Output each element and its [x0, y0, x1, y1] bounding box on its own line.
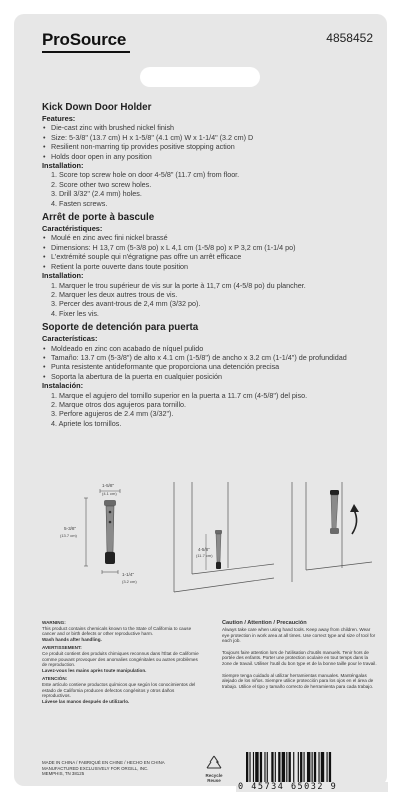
list-item: 2. Marquer les deux autres trous de vis.: [51, 289, 178, 299]
dim-height-label: 5-3/8": [64, 526, 77, 531]
installation-diagram: [42, 482, 372, 602]
dim-width-label: 1-5/8": [102, 483, 115, 488]
warning-body-fr: Ce produit contient des produits chimiques reconnus dans l'État de Californie comme pouvant provoquer des anomalies congénitales ou autres problèmes de reproduction.: [42, 650, 199, 668]
features-list-fr: [42, 233, 374, 271]
footer-origin: MADE IN CHINA / FABRIQUÉ EN CHINE / HECHO EN CHINA: [42, 760, 165, 765]
install-label-fr: Installation:: [42, 271, 84, 281]
packaging-card: [14, 14, 387, 792]
dim-floor-label: 4-5/8": [198, 547, 210, 552]
footer-address: MEMPHIS, TN 38125: [42, 771, 85, 777]
list-item: 3. Percer des avant-trous de 2,4 mm (3/32 po).: [51, 299, 201, 309]
install-list-fr: [42, 281, 374, 319]
list-item: • L'extrémité souple qui n'égratigne pas offre un arrêt efficace: [51, 252, 374, 261]
list-item: 4. Fasten screws.: [51, 198, 108, 208]
warning-block: [42, 620, 202, 704]
list-item: • Soporta la abertura de la puerta en cualquier posición: [51, 372, 374, 381]
install-label-en: Installation:: [42, 161, 84, 171]
warning-wash-es: Lávese las manos después de utilizarlo.: [42, 698, 130, 704]
list-item: • Moulé en zinc avec fini nickel brassé: [51, 233, 374, 242]
features-list-en: [42, 123, 374, 161]
dim-depth-label: 1-1/4": [122, 572, 135, 577]
caution-body-fr: Toujours faire attention lors de l'utilisation d'outils manuels. Tenir hors de portée des enfants. Porter une protection oculaire en tout temps dans la zone de travail. Utiliser l'outil du bon type et de la bonne taille pour le travail.: [222, 649, 377, 666]
list-item: 3. Drill 3/32" (2.4 mm) holes.: [51, 189, 142, 199]
list-item: 1. Score top screw hole on door 4-5/8" (11.7 cm) from floor.: [51, 170, 240, 180]
recycle-icon: [203, 754, 225, 772]
door-holder-product-icon: [104, 500, 116, 564]
caution-body-es: Siempre tenga cuidado al utilizar herramientas manuales. Manténgalas alejado de los niños. Siempre utilice protección para los ojos en el área de trabajo. Utilice el tipo y tamaño correcto de herramienta para cada trabajo.: [222, 672, 374, 689]
manufacturer-footer: [42, 760, 192, 777]
warning-body-en: This product contains chemicals known to the State of California to cause cancer and or birth defects or other reproductive harm.: [42, 625, 192, 637]
title-es: Soporte de detención para puerta: [42, 322, 199, 334]
features-label-es: Características:: [42, 334, 98, 344]
warning-wash-en: Wash hands after handling.: [42, 636, 102, 642]
brand-logo: ProSource: [42, 30, 127, 49]
list-item: • Tamaño: 13.7 cm (5-3/8") de alto x 4.1 cm (1-5/8") de ancho x 3.2 cm (1-1/4") de profundidad: [51, 353, 374, 362]
title-en: Kick Down Door Holder: [42, 102, 152, 113]
arrow-head-icon: [350, 504, 359, 512]
dim-width-cm-label: (4.1 cm): [102, 491, 117, 496]
caution-title: Caution / Attention / Precaución: [222, 620, 307, 626]
list-item: • Retient la porte ouverte dans toute position: [51, 262, 374, 271]
warning-body-es: Este artículo contiene productos químicos que según los conocimientos del estado de California producen defectos congénitos y otros daños reproductivos.: [42, 681, 196, 699]
list-item: 2. Score other two screw holes.: [51, 179, 152, 189]
footer-manufacturer: MANUFACTURED EXCLUSIVELY FOR ORGILL, INC.: [42, 765, 149, 771]
rotate-arrow-icon: [352, 510, 357, 534]
list-item: • Holds door open in any position: [51, 152, 374, 161]
recycle-label: Recycle: [205, 773, 223, 778]
caution-block: [222, 620, 377, 689]
warning-title-es: ATENCIÓN:: [42, 676, 68, 682]
dim-floor-cm-label: (11.7 cm): [196, 553, 213, 558]
warning-title-fr: AVERTISSEMENT:: [42, 645, 82, 651]
barcode-number: 0 45734 65032 9: [236, 782, 388, 792]
list-item: • Resilient non-marring tip provides positive stopping action: [51, 142, 374, 151]
door-holder-installed-icon: [215, 530, 222, 569]
features-list-es: [42, 344, 374, 382]
warning-wash-fr: Lavez-vous les mains après toute manipulation.: [42, 667, 147, 673]
brand-underline: [42, 51, 130, 53]
features-label-fr: Caractéristiques:: [42, 224, 103, 234]
list-item: 1. Marquer le trou supérieur de vis sur la porte à 11,7 cm (4-5/8 po) du plancher.: [51, 280, 306, 290]
door-holder-raised-icon: [330, 490, 339, 534]
list-item: • Size: 5-3/8" (13.7 cm) H x 1-5/8" (4.1 cm) W x 1-1/4" (3.2 cm) D: [51, 133, 374, 142]
list-item: 2. Marque otros dos agujeros para tornillo.: [51, 399, 187, 409]
reuse-label: Reuse: [207, 778, 221, 783]
features-label-en: Features:: [42, 114, 76, 123]
list-item: • Die-cast zinc with brushed nickel finish: [51, 123, 374, 132]
list-item: • Dimensions: H 13,7 cm (5-3/8 po) x L 4,1 cm (1-5/8 po) x P 3,2 cm (1-1/4 po): [51, 243, 374, 252]
install-label-es: Instalación:: [42, 381, 84, 391]
instructions-text: [42, 102, 374, 428]
list-item: 3. Perfore agujeros de 2.4 mm (3/32").: [51, 409, 174, 419]
caution-body-en: Always take care when using hand tools. Keep away from children. Wear eye protection in work area at all times. Use correct type and size of tool for each job.: [222, 627, 376, 644]
recycle-badge: [200, 754, 228, 783]
door-install-view: [174, 482, 274, 592]
install-list-es: [42, 391, 374, 429]
list-item: • Punta resistente antideformante que proporciona una detención precisa: [51, 362, 374, 371]
install-list-en: [42, 170, 374, 208]
list-item: 4. Apriete los tornillos.: [51, 418, 122, 428]
list-item: 1. Marque el agujero del tornillo superior en la puerta a 11.7 cm (4-5/8") del piso.: [51, 390, 308, 400]
sku-number: 4858452: [326, 31, 373, 45]
list-item: • Moldeado en zinc con acabado de níquel pulido: [51, 344, 374, 353]
list-item: 4. Fixer les vis.: [51, 308, 99, 318]
dim-height-cm-label: (13.7 cm): [60, 533, 77, 538]
hang-hole: [140, 67, 260, 87]
title-fr: Arrêt de porte à bascule: [42, 212, 155, 224]
warning-title-en: WARNING:: [42, 620, 66, 625]
dim-depth-cm-label: (3.2 cm): [122, 579, 137, 584]
